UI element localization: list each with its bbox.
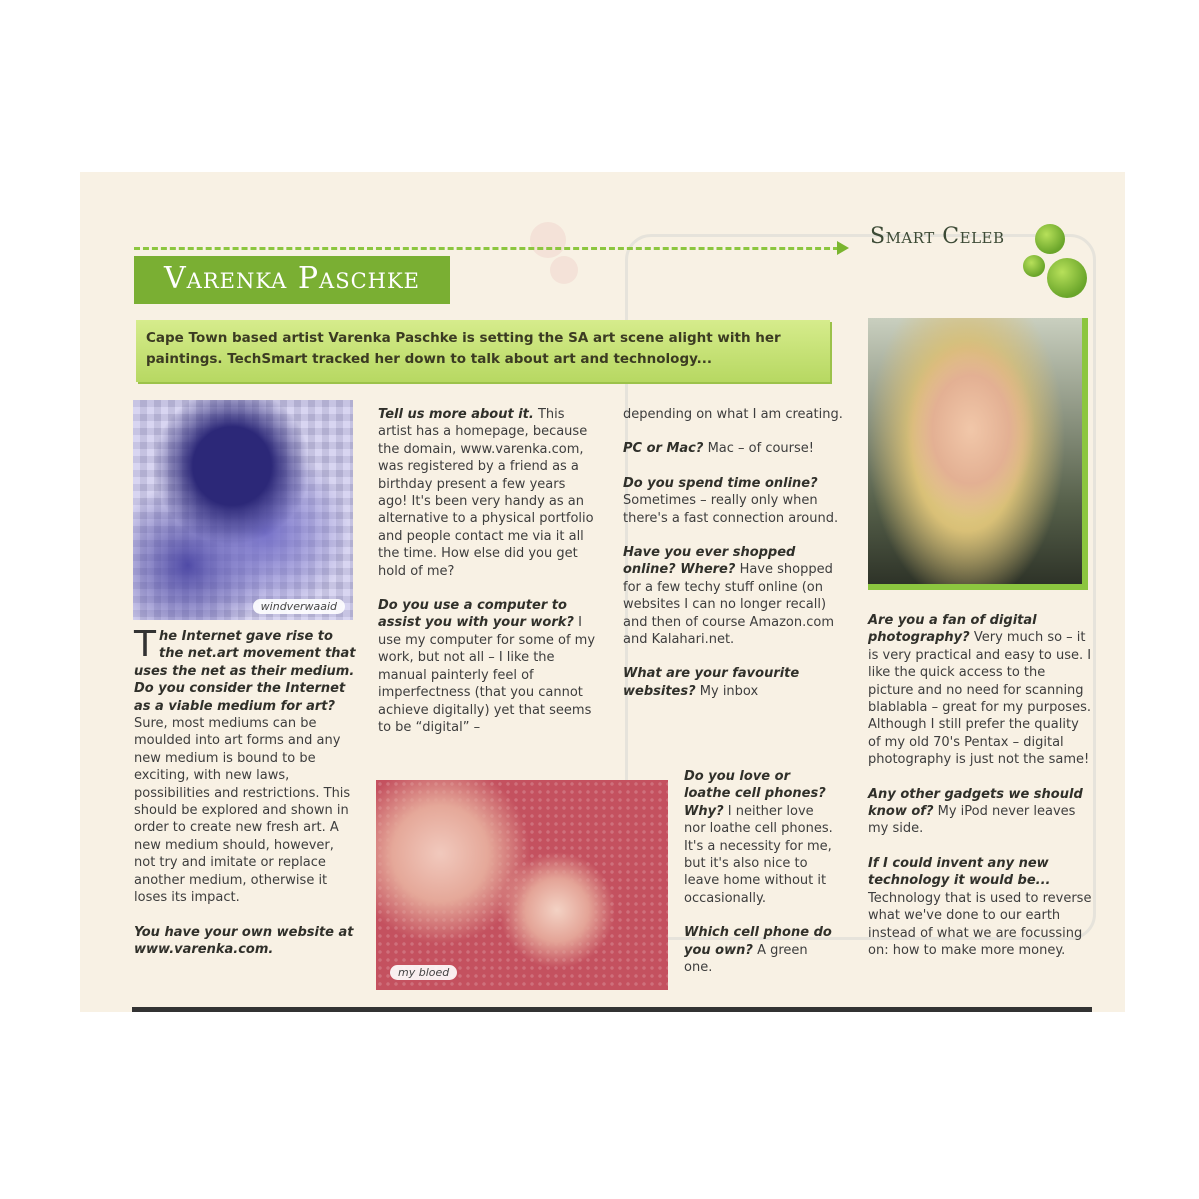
green-dot-icon: [1047, 258, 1087, 298]
section-label: Smart Celeb: [870, 224, 1005, 249]
interview-column-3: [623, 406, 845, 700]
interview-column-1: [134, 624, 356, 958]
intro-banner: [136, 320, 830, 382]
image-caption: windverwaaid: [253, 599, 345, 614]
question: Do you use a computer to assist you with your work?: [378, 598, 574, 631]
answer: Very much so – it is very practical and easy to use. I like the quick access to the picture and no need for scanning blablabla – great for my purposes. Although I still prefer the quality of my old 70's Pentax – digital photography is just not the same!: [868, 630, 1092, 768]
answer: A green one.: [684, 942, 808, 976]
magazine-page: [80, 172, 1125, 1012]
question: Have you ever shopped online? Where?: [623, 545, 796, 578]
bleed-through-blob: [550, 256, 578, 284]
answer: Have shopped for a few techy stuff online (on websites I can no longer recall) and then of course Amazon.com and Kalahari.net.: [623, 562, 834, 648]
question: Any other gadgets we should know of?: [868, 786, 1083, 820]
intro-text: Cape Town based artist Varenka Paschke is setting the SA art scene alight with her paintings. TechSmart tracked her down to talk about art and technology...: [146, 330, 781, 367]
artwork-image-my-bloed: [376, 780, 668, 990]
answer: Technology that is used to reverse what we've done to our earth instead of what we are focussing on: how to make more money.: [868, 890, 1092, 958]
artwork-image-windverwaaid: [133, 400, 353, 620]
question: If I could invent any new technology it would be...: [868, 855, 1051, 889]
answer: Mac – of course!: [707, 441, 814, 457]
answer: Sometimes – really only when there's a fast connection around.: [623, 493, 839, 526]
answer: depending on what I am creating.: [623, 407, 843, 422]
image-caption: my bloed: [390, 965, 457, 980]
answer: My inbox: [699, 683, 759, 699]
interview-column-4: [868, 612, 1094, 959]
interview-column-3b: [684, 768, 834, 976]
answer: My iPod never leaves my side.: [868, 804, 1076, 837]
dashed-rule: [134, 247, 839, 250]
answer: I use my computer for some of my work, but not all – I like the manual painterly feel of imperfectness (that you cannot achieve digitally) yet that seems to be “digital” –: [378, 615, 596, 735]
question: You have your own website at www.varenka.com.: [134, 924, 354, 957]
interview-column-2: [378, 406, 596, 736]
drop-cap: T: [134, 624, 156, 665]
question: Do you spend time online?: [623, 475, 818, 491]
question: What are your favourite websites?: [623, 666, 800, 699]
green-dot-icon: [1035, 224, 1065, 254]
green-dot-icon: [1023, 255, 1045, 277]
title-banner: [134, 256, 450, 304]
page-title: Varenka Paschke: [163, 261, 421, 296]
question: Which cell phone do you own?: [684, 925, 832, 958]
question: he Internet gave rise to the net.art movement that uses the net as their medium. Do you consider the Internet as a viable medium for art?: [134, 629, 356, 714]
arrow-icon: [837, 241, 849, 255]
bottom-rule: [132, 1007, 1092, 1012]
answer: This artist has a homepage, because the domain, www.varenka.com, was registered by a friend as a birthday present a few years ago! It's been very handy as an alternative to a physical portfolio and people contact me via it all the time. How else did you get hold of me?: [378, 407, 594, 579]
question: Do you love or loathe cell phones? Why?: [684, 769, 826, 819]
answer: I neither love nor loathe cell phones. It's a necessity for me, but it's also nice to leave home without it occasionally.: [684, 803, 833, 906]
bleed-through-blob: [530, 222, 566, 258]
question: PC or Mac?: [623, 441, 704, 457]
question: Tell us more about it.: [378, 407, 534, 422]
question: Are you a fan of digital photography?: [868, 613, 1037, 646]
portrait-photo: [868, 318, 1088, 590]
answer: Sure, most mediums can be moulded into art forms and any new medium is bound to be exciting, with new laws, possibilities and restrictions. This should be explored and shown in order to create new fresh art. A new medium should, however, not try and imitate or replace another medium, otherwise it loses its impact.: [134, 716, 351, 906]
